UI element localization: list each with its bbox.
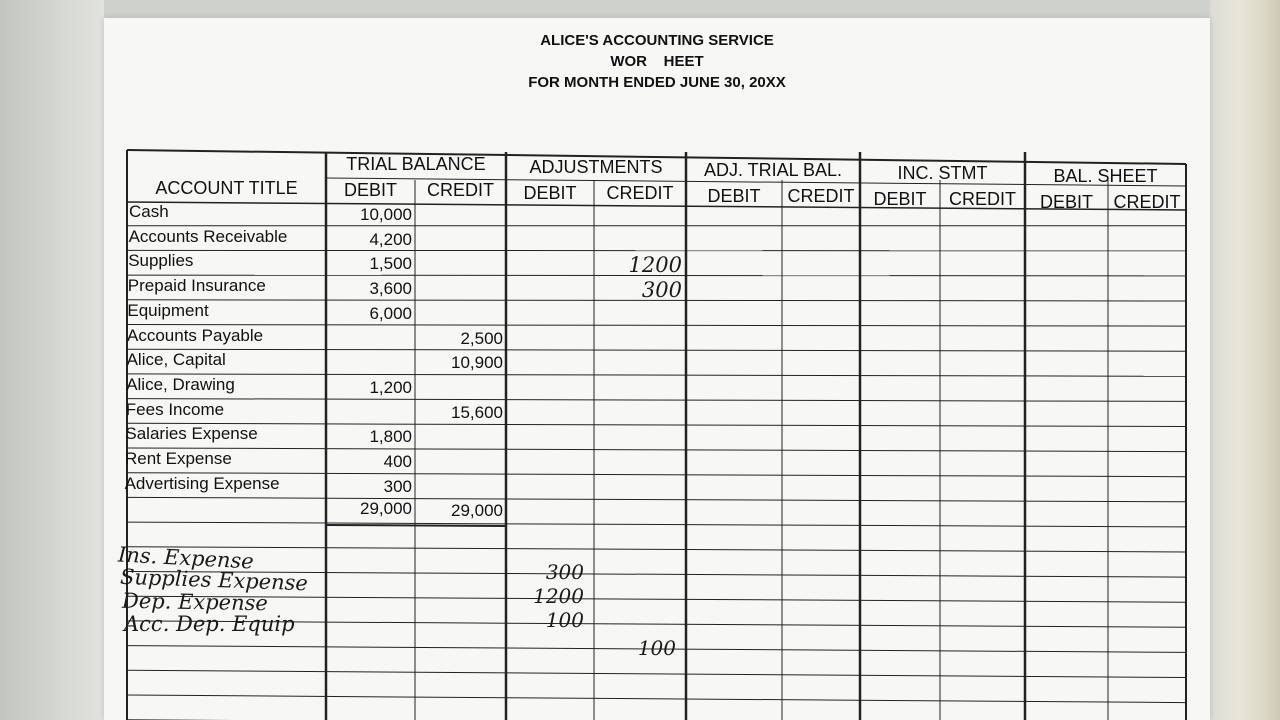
handwritten-account: Acc. Dep. Equip	[124, 612, 295, 636]
tb-credit-amount: 2,500	[460, 328, 503, 348]
account-title: Cash	[129, 202, 169, 221]
account-title: Prepaid Insurance	[127, 276, 266, 296]
handwritten-account: Ins. Expense	[117, 542, 255, 574]
tb-credit-amount: 15,600	[451, 402, 503, 422]
account-title: Fees Income	[125, 399, 225, 419]
column-group-header: BAL. SHEET	[1053, 166, 1158, 186]
grid-line	[127, 349, 1186, 351]
grid-line	[127, 547, 1186, 552]
handwritten-adj-debit: 1200	[533, 584, 584, 608]
column-group-header: ADJUSTMENTS	[529, 157, 663, 177]
account-title: Supplies	[128, 251, 194, 271]
handwritten-account: Dep. Expense	[121, 588, 269, 616]
credit-subheader: CREDIT	[787, 186, 855, 206]
account-title: Accounts Payable	[127, 325, 264, 345]
grid-line	[326, 525, 506, 526]
account-title: Rent Expense	[125, 449, 232, 468]
debit-subheader: DEBIT	[873, 189, 927, 209]
handwritten-account: Supplies Expense	[119, 564, 309, 596]
tb-debit-amount: 1,200	[369, 377, 412, 397]
grid-line	[127, 399, 1186, 402]
credit-subheader: CREDIT	[1113, 192, 1181, 212]
credit-subheader: CREDIT	[606, 183, 674, 203]
tb-debit-amount: 1,500	[369, 254, 412, 274]
handwritten-adj-credit: 1200	[628, 253, 682, 278]
account-title: Equipment	[127, 300, 209, 320]
tb-credit-amount: 10,900	[451, 353, 503, 373]
tb-debit-amount: 4,200	[369, 229, 412, 249]
tb-debit-amount: 400	[383, 452, 412, 471]
debit-subheader: DEBIT	[1039, 192, 1093, 212]
column-group-header: INC. STMT	[897, 163, 988, 183]
column-group-header: TRIAL BALANCE	[346, 154, 486, 174]
grid-line	[127, 374, 1186, 376]
debit-subheader: DEBIT	[707, 186, 761, 206]
column-group-header: ADJ. TRIAL BAL.	[703, 160, 843, 180]
company-name: ALICE'S ACCOUNTING SERVICE	[540, 32, 774, 49]
document-title: WOR HEET	[610, 53, 704, 70]
account-title-header: ACCOUNT TITLE	[155, 178, 298, 198]
tb-debit-amount: 1,800	[369, 427, 412, 447]
account-title: Advertising Expense	[124, 473, 280, 493]
grid-line	[127, 596, 1186, 602]
tb-debit-amount: 300	[383, 476, 412, 496]
tb-debit-amount: 6,000	[369, 303, 412, 323]
credit-subheader: CREDIT	[427, 180, 494, 200]
tb-credit-total: 29,000	[451, 501, 503, 521]
debit-subheader: DEBIT	[343, 180, 397, 200]
grid-line	[127, 473, 1186, 477]
handwritten-adj-credit-bottom: 100	[637, 636, 676, 660]
account-title: Salaries Expense	[125, 424, 258, 444]
grid-line	[127, 497, 1186, 501]
grid-line	[127, 448, 1186, 452]
credit-subheader: CREDIT	[949, 189, 1016, 209]
period-line: FOR MONTH ENDED JUNE 30, 20XX	[528, 74, 786, 91]
grid-line	[127, 423, 1186, 426]
handwritten-adj-debit: 100	[545, 608, 584, 632]
grid-line	[127, 670, 1186, 677]
grid-line	[127, 522, 1186, 527]
tb-debit-total: 29,000	[360, 499, 412, 519]
grid-line	[127, 695, 1186, 703]
account-title: Alice, Capital	[126, 350, 226, 370]
tb-debit-amount: 10,000	[360, 205, 412, 224]
account-title: Accounts Receivable	[128, 226, 288, 246]
tb-debit-amount: 3,600	[369, 279, 412, 299]
grid-line	[127, 325, 1186, 327]
handwritten-adj-debit: 300	[545, 560, 584, 584]
account-title: Alice, Drawing	[126, 374, 235, 394]
handwritten-adj-credit: 300	[641, 278, 682, 303]
debit-subheader: DEBIT	[523, 183, 577, 203]
